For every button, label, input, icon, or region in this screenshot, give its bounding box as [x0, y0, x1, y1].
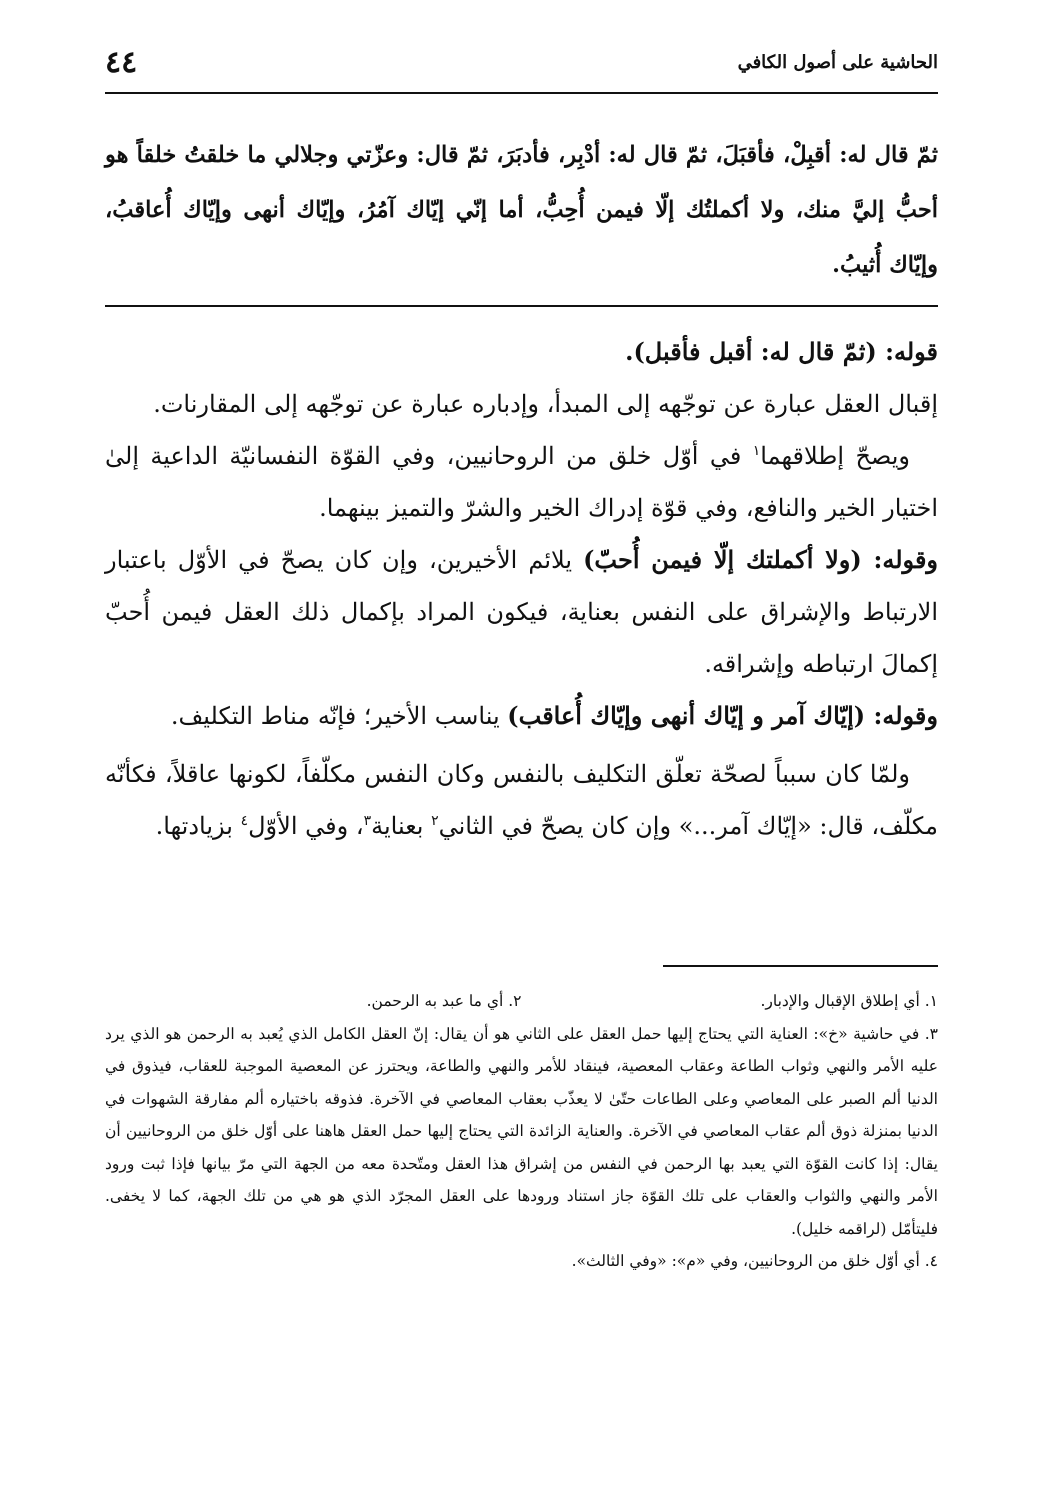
lead-word: وقوله: — [865, 701, 938, 730]
lead-word: وقوله: — [861, 545, 939, 574]
text-run: يناسب الأخير؛ فإنّه مناط التكليف. — [170, 702, 508, 730]
footnote-ref-1: ١ — [752, 443, 761, 459]
footnote-2: ٢. أي ما عبد به الرحمن. — [366, 992, 522, 1010]
commentary — [105, 326, 938, 852]
text-run: بزيادتها. — [155, 812, 241, 840]
quoted-phrase: (ولا أكملتك إلّا فيمن أُحبّ) — [583, 545, 862, 574]
footnote-1: ١. أي إطلاق الإقبال والإدبار. — [760, 992, 938, 1010]
commentary-paragraph-5 — [105, 690, 938, 742]
footnote-ref-4: ٤ — [240, 813, 249, 829]
lead-word: قوله: — [876, 337, 938, 366]
commentary-paragraph-6 — [105, 748, 938, 852]
text-run: في أوّل خلق من الروحانيين، وفي القوّة النفسانيّة الداعية إلىٰ اختيار الخير والنافع، وفي قوّة إدراك الخير والشرّ والتميز بينهما. — [105, 442, 938, 522]
hadith-text: ثمّ قال له: أقبِلْ، فأقبَلَ، ثمّ قال له: أدْبِر، فأدبَرَ، ثمّ قال: وعزّتي وجلالي ما خلقتُ خلقاً هو أحبُّ إليَّ منك، ولا أكملتُك إلّا فيمن أُحِبُّ، أما إنّي إيّاك آمُرُ، وإيّاك أنهى وإيّاك أُعاقبُ، وإيّاك أُثيبُ. — [105, 142, 938, 278]
text-run: ويصحّ إطلاقهما — [760, 442, 911, 470]
text-run: بعناية — [371, 812, 432, 840]
page-number: ٤٤ — [105, 45, 138, 80]
footnote-row — [105, 985, 938, 1018]
commentary-paragraph-2: إقبال العقل عبارة عن توجّهه إلى المبدأ، وإدباره عبارة عن توجّهه إلى المقارنات. — [153, 390, 938, 418]
text-run: ولمّا كان سبباً لصحّة تعلّق التكليف بالنفس وكان النفس مكلّفاً، لكونها عاقلاً، فكأنّه مكلّف، قال: «إيّاك آمر...» وإن كان يصحّ في الثاني — [105, 760, 938, 840]
footnote-4: ٤. أي أوّل خلق من الروحانيين، وفي «م»: «وفي الثالث». — [571, 1252, 938, 1270]
running-title: الحاشية على أصول الكافي — [737, 52, 938, 73]
commentary-paragraph-1 — [105, 326, 938, 378]
footnote-divider — [663, 965, 938, 967]
footnote-ref-3: ٣ — [363, 813, 372, 829]
quoted-phrase: (إيّاك آمر و إيّاك أنهى وإيّاك أُعاقب) — [507, 701, 866, 730]
page-header — [105, 40, 938, 85]
footnote-ref-2: ٢ — [431, 813, 439, 829]
quoted-phrase: (ثمّ قال له: أقبل فأقبل). — [625, 337, 877, 366]
footnotes — [105, 985, 938, 1278]
footnote-3: ٣. في حاشية «خ»: العناية التي يحتاج إليها حمل العقل على الثاني هو أن يقال: إنّ العقل الكامل الذي يُعبد به الرحمن هو الذي يرد عليه الأمر والنهي وثواب الطاعة وعقاب المعصية، فينقاد للأمر والنهي والطاعة، ويحترز عن المعصية الموجبة للعقاب، فيذوق في الدنيا ألم الصبر على المعاصي وعلى الطاعات حتّىٰ لا يعذّب بعقاب المعاصي في الآخرة. فذوقه باختياره ألم مفارقة الشهوات في الدنيا بمنزلة ذوق ألم عقاب المعاصي في الآخرة. والعناية الزائدة التي يحتاج إليها حمل العقل هاهنا على أوّل خلق من الروحانيين أن يقال: إذا كانت القوّة التي يعبد بها الرحمن في النفس من إشراق هذا العقل ومتّحدة معه من الجهة التي مرّ بيانها فإذا ثبت ورود الأمر والنهي والثواب والعقاب على تلك القوّة جاز استناد ورودها على العقل المجرّد الذي هو هي من تلك الجهة، كما لا يخفى. فليتأمّل (لراقمه خليل). — [105, 1024, 938, 1238]
text-run: يلائم الأخيرين، وإن كان يصحّ في الأوّل باعتبار الارتباط والإشراق على النفس بعناية، فيكون المراد بإكمال ذلك العقل فيمن أُحبّ إكمالَ ارتباطه وإشراقه. — [105, 546, 938, 678]
commentary-paragraph-4 — [105, 534, 938, 690]
section-divider — [105, 305, 938, 307]
header-rule — [105, 92, 938, 94]
text-run: ، وفي الأوّل — [248, 812, 364, 840]
commentary-paragraph-3 — [105, 430, 938, 534]
